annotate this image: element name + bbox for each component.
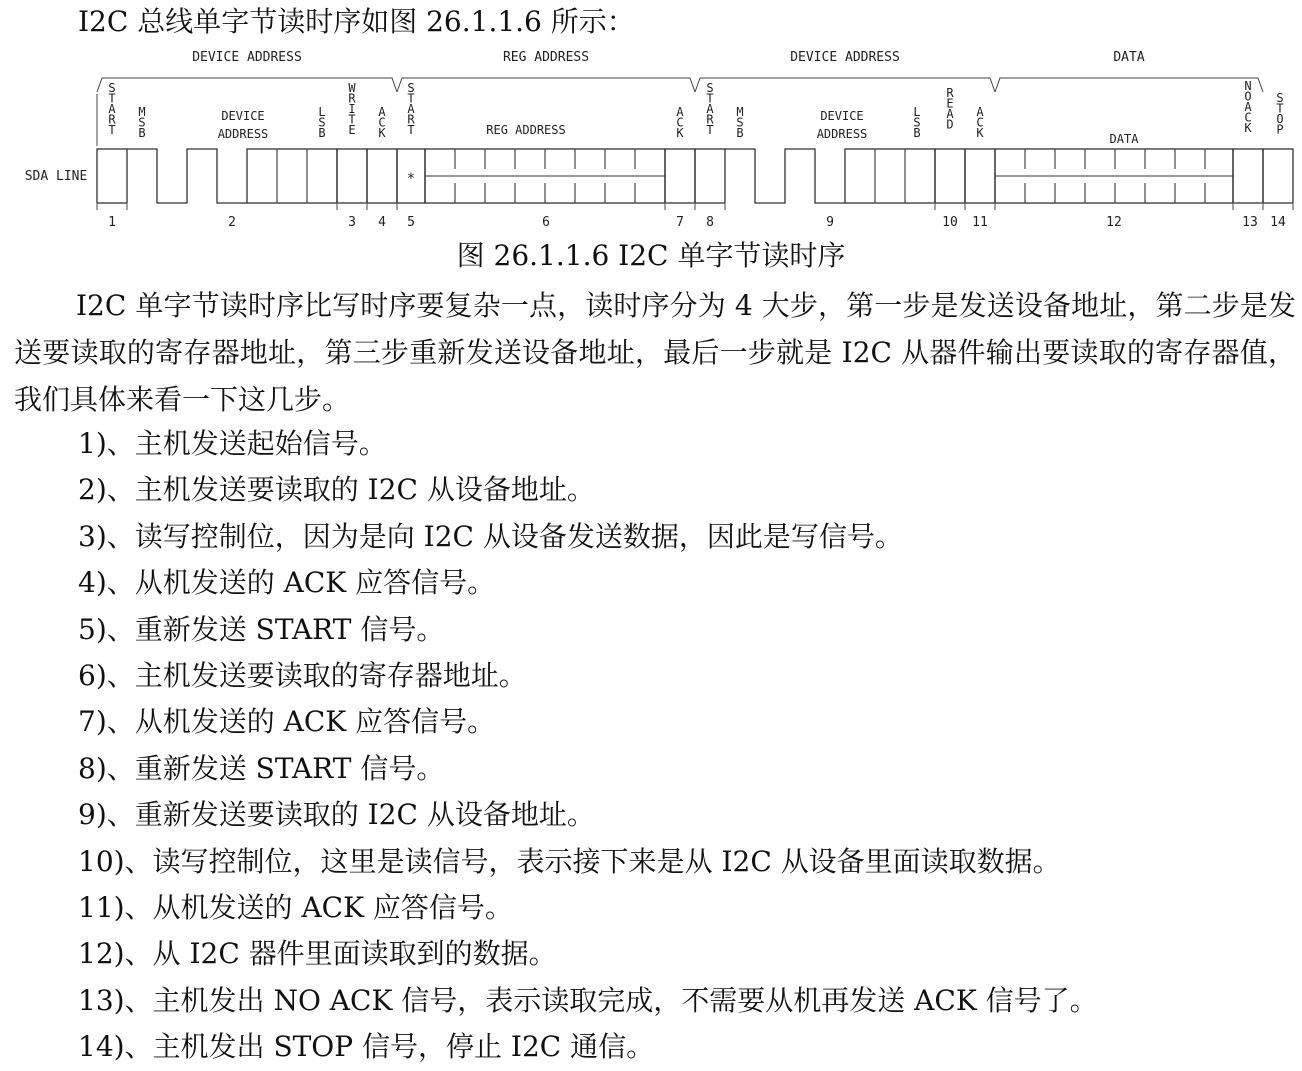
read-label: R E A D (946, 86, 954, 132)
list-item: 7)、从机发送的 ACK 应答信号。 (78, 705, 496, 739)
step-number-1: 1 (108, 215, 116, 230)
step-number-7: 7 (676, 215, 684, 230)
stop-box (1263, 149, 1293, 203)
ack-label-2: A C K (676, 105, 684, 140)
step-number-11: 11 (972, 215, 988, 230)
step-list (78, 421, 1098, 1071)
intro-text: I2C 总线单字节读时序如图 26.1.1.6 所示： (78, 5, 635, 38)
device-label-1-line1: DEVICE (221, 109, 265, 123)
ack-box-3 (965, 149, 995, 203)
sda-line-label: SDA LINE (24, 169, 88, 184)
list-item: 3)、读写控制位，因为是向 I2C 从设备发送数据，因此是写信号。 (78, 519, 903, 553)
step-number-5: 5 (407, 215, 415, 230)
msb-label-2: M S B (736, 105, 744, 140)
start-box-3 (695, 149, 725, 203)
list-item: 4)、从机发送的 ACK 应答信号。 (78, 566, 496, 600)
brace-reg-address (397, 78, 695, 92)
start-label-1: S T A R T (108, 81, 116, 137)
ack-box-1 (367, 149, 397, 203)
i2c-read-timing-diagram (0, 44, 1302, 234)
list-item: 8)、重新发送 START 信号。 (78, 751, 445, 785)
step-number-12: 12 (1106, 215, 1122, 230)
msb-label-1: M S B (138, 105, 146, 140)
addr-bits-1 (247, 149, 337, 203)
step-number-4: 4 (378, 215, 386, 230)
group-label-device-address-1: DEVICE ADDRESS (192, 50, 302, 65)
list-item: 11)、从机发送的 ACK 应答信号。 (78, 891, 513, 925)
figure-caption: 图 26.1.1.6 I2C 单字节读时序 (456, 239, 846, 272)
step-number-10: 10 (942, 215, 958, 230)
group-braces (97, 78, 1263, 92)
list-item: 12)、从 I2C 器件里面读取到的数据。 (78, 937, 557, 971)
addr-bits-2 (845, 149, 935, 203)
step-number-14: 14 (1270, 215, 1286, 230)
body-paragraph: I2C 单字节读时序比写时序要复杂一点，读时序分为 4 大步，第一步是发送设备地址，第二步是发送要读取的寄存器地址，第三步重新发送设备地址，最后一步就是 I2C 从器件输出要读取的寄存器值，我们具体来看一下这几步。 (14, 289, 1296, 416)
device-label-2-line2: ADDRESS (816, 127, 868, 141)
write-box (337, 149, 367, 203)
noack-box (1233, 149, 1263, 203)
group-label-reg-address: REG ADDRESS (502, 50, 590, 65)
start-box-1 (97, 149, 127, 203)
device-label-2-line1: DEVICE (820, 109, 864, 123)
reg-address-label: REG ADDRESS (486, 123, 566, 137)
write-label: W R I T E (348, 81, 356, 137)
lsb-label-1: L S B (318, 105, 326, 140)
ack-box-2 (665, 149, 695, 203)
start-label-2: S T A R T (407, 81, 415, 137)
addr-wave-1 (127, 149, 247, 203)
ack-label-1: A C K (378, 105, 386, 140)
list-item: 5)、重新发送 START 信号。 (78, 612, 445, 646)
list-item: 9)、重新发送要读取的 I2C 从设备地址。 (78, 798, 595, 832)
step-number-13: 13 (1242, 215, 1258, 230)
start-label-3: S T A R T (706, 81, 714, 137)
device-label-1-line2: ADDRESS (217, 127, 269, 141)
addr-wave-2 (725, 149, 845, 203)
lsb-label-2: L S B (913, 105, 921, 140)
group-label-device-address-2: DEVICE ADDRESS (790, 50, 900, 65)
step-number-9: 9 (826, 215, 834, 230)
list-item: 13)、主机发出 NO ACK 信号，表示读取完成，不需要从机再发送 ACK 信号了。 (78, 983, 1098, 1017)
star-mark: * (406, 171, 416, 187)
noack-label: N O A C K (1244, 79, 1252, 135)
stop-label: S T O P (1276, 91, 1284, 137)
list-item: 6)、主机发送要读取的寄存器地址。 (78, 659, 527, 693)
list-item: 1)、主机发送起始信号。 (78, 427, 387, 460)
ack-label-3: A C K (976, 105, 984, 140)
list-item: 10)、读写控制位，这里是读信号，表示接下来是从 I2C 从设备里面读取数据。 (78, 844, 1061, 878)
list-item: 14)、主机发出 STOP 信号，停止 I2C 通信。 (78, 1030, 655, 1064)
step-number-2: 2 (228, 215, 236, 230)
list-item: 2)、主机发送要读取的 I2C 从设备地址。 (78, 473, 595, 507)
step-number-8: 8 (706, 215, 714, 230)
read-box (935, 149, 965, 203)
brace-data (995, 78, 1263, 92)
data-label: DATA (1109, 132, 1139, 146)
step-number-6: 6 (542, 215, 550, 230)
group-label-data: DATA (1113, 50, 1145, 65)
step-number-3: 3 (348, 215, 356, 230)
